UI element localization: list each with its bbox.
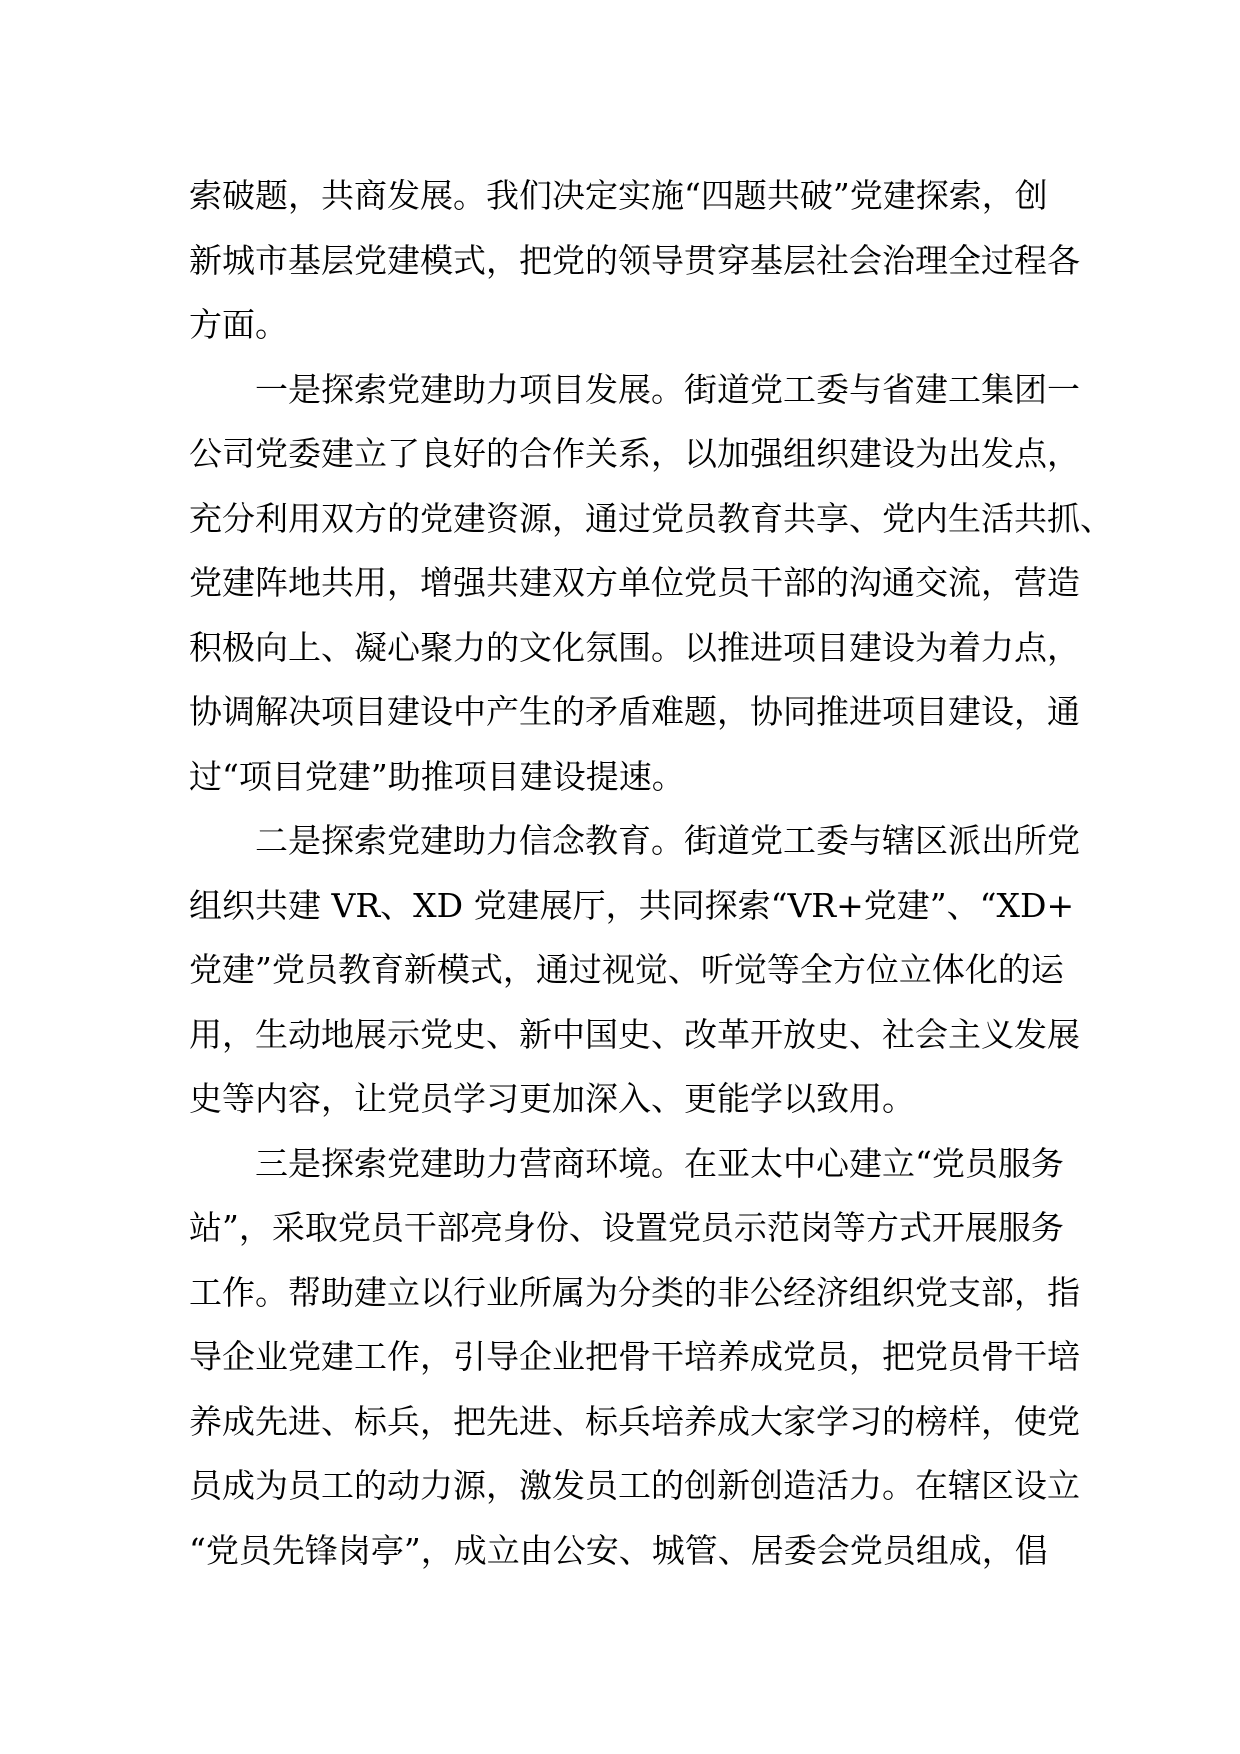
- text-line: 党建”党员教育新模式，通过视觉、听觉等全方位立体化的运: [189, 950, 1064, 989]
- text-line: 工作。帮助建立以行业所属为分类的非公经济组织党支部，指: [189, 1272, 1080, 1312]
- text-line: 公司党委建立了良好的合作关系，以加强组织建设为出发点，: [189, 434, 1080, 473]
- text-line: “党员先锋岗亭”，成立由公安、城管、居委会党员组成，倡: [189, 1530, 1048, 1570]
- text-line: 导企业党建工作，引导企业把骨干培养成党员，把党员骨干培: [189, 1337, 1080, 1376]
- text-line: 员成为员工的动力源，激发员工的创新创造活力。在辖区设立: [189, 1466, 1080, 1505]
- text-line: 组织共建 VR、XD 党建展厅，共同探索“VR+党建”、“XD+: [189, 885, 1075, 925]
- text-line: 二是探索党建助力信念教育。街道党工委与辖区派出所党: [189, 821, 1080, 860]
- text-line: 积极向上、凝心聚力的文化氛围。以推进项目建设为着力点，: [189, 627, 1080, 667]
- text-line: 新城市基层党建模式，把党的领导贯穿基层社会治理全过程各: [189, 240, 1080, 280]
- text-line: 一是探索党建助力项目发展。街道党工委与省建工集团一: [189, 369, 1080, 409]
- text-line: 充分利用双方的党建资源，通过党员教育共享、党内生活共抓、: [189, 498, 1113, 538]
- text-line: 过“项目党建”助推项目建设提速。: [189, 756, 685, 796]
- text-line: 史等内容，让党员学习更加深入、更能学以致用。: [189, 1079, 915, 1118]
- text-line: 党建阵地共用，增强共建双方单位党员干部的沟通交流，营造: [189, 563, 1080, 602]
- text-line: 三是探索党建助力营商环境。在亚太中心建立“党员服务: [189, 1143, 1064, 1183]
- text-line: 养成先进、标兵，把先进、标兵培养成大家学习的榜样，使党: [189, 1401, 1080, 1441]
- text-line: 站”，采取党员干部亮身份、设置党员示范岗等方式开展服务: [189, 1208, 1064, 1247]
- text-line: 协调解决项目建设中产生的矛盾难题，协同推进项目建设，通: [189, 692, 1080, 731]
- text-line: 方面。: [189, 305, 288, 344]
- text-line: 索破题，共商发展。我们决定实施“四题共破”党建探索，创: [189, 176, 1048, 215]
- body-text: [189, 164, 1113, 1583]
- text-line: 用，生动地展示党史、新中国史、改革开放史、社会主义发展: [189, 1014, 1080, 1054]
